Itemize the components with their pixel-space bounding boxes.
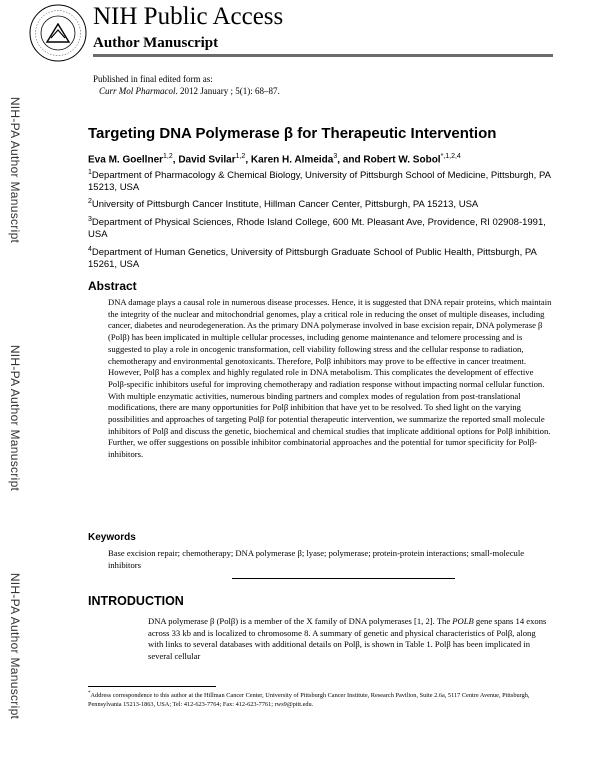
affiliation: $^3$Department of Physical Sciences, Rhode Island College, 600 Mt. Pleasant Ave, Providence, RI 02908-1991, USA bbox=[88, 216, 546, 241]
side-watermark-1: NIH-PA Author Manuscript bbox=[8, 96, 22, 244]
correspondence-footnote: *Address correspondence to this author at the Hillman Cancer Center, University of Pittsburgh Cancer Institute, Research Pavilion, Suite 2.6a, 5117 Centre Avenue, Pittsburgh, Pennsylvania 15213-1863, USA; Tel: 412-623-7764; Fax: 412-623-7761; rws9@pitt.edu. bbox=[88, 691, 530, 708]
author-affil: *,1,2,4 bbox=[440, 153, 461, 160]
gene-name: POLB bbox=[452, 616, 474, 626]
affiliation: $^1$Department of Pharmacology & Chemical Biology, University of Pittsburgh School of Medicine, Pittsburgh, PA 15213, USA bbox=[88, 169, 551, 194]
author-list: Eva M. Goellner$^{1,2}$, David Svilar$^{1,2}$, Karen H. Almeida$^3$, and Robert W. Sobol$^{*,1,2,4}$ bbox=[88, 153, 461, 166]
author-affil: 3 bbox=[333, 153, 338, 160]
journal-name: Curr Mol Pharmacol bbox=[99, 86, 176, 96]
nih-public-access-title: NIH Public Access bbox=[93, 3, 284, 30]
affiliation: $^4$Department of Human Genetics, University of Pittsburgh Graduate School of Public Health, Pittsburgh, PA 15261, USA bbox=[88, 246, 537, 271]
footnote-rule bbox=[88, 686, 216, 687]
author-name: David Svilar bbox=[178, 154, 236, 166]
publication-details: . 2012 January ; 5(1): 68–87. bbox=[175, 86, 280, 96]
keywords-heading: Keywords bbox=[88, 532, 136, 543]
section-divider bbox=[232, 578, 455, 579]
introduction-heading: INTRODUCTION bbox=[88, 594, 184, 608]
side-watermark-3: NIH-PA Author Manuscript bbox=[8, 572, 22, 720]
abstract-text: DNA damage plays a causal role in numerous disease processes. Hence, it is suggested that DNA repair proteins, which maintain the integrity of the nuclear and mitochondrial genomes, play a critical role in reducing the onset of multiple diseases, including cancer, diabetes and neurodegeneration. As the primary DNA polymerase involved in base excision repair, DNA polymerase β (Polβ) has been implicated in multiple cellular processes, including genome maintenance and telomere processing and is suggested to play a role in oncogenic transformation, cell viability following stress and the cellular response to radiation, chemotherapy and environmental genotoxicants. Therefore, Polβ inhibitors may prove to be effective in cancer treatment. However, Polβ has a complex and highly regulated role in DNA metabolism. This complicates the development of effective Polβ-specific inhibitors useful for improving chemotherapy and radiation response without impacting normal cellular function. With multiple enzymatic activities, numerous binding partners and complex modes of regulation from post-translational modifications, there are many opportunities for Polβ inhibition that have yet to be resolved. To shed light on the varying possibilities and approaches of targeting Polβ for potential therapeutic intervention, we summarize the reported small molecule inhibitors of Polβ and discuss the genetic, biochemical and chemical studies that implicate additional options for Polβ inhibition. Further, we offer suggestions on possible inhibitor combinatorial approaches and the potential for tumor specificity for Polβ-inhibitors. bbox=[108, 297, 552, 460]
published-label: Published in final edited form as: bbox=[93, 74, 213, 84]
keywords-text: Base excision repair; chemotherapy; DNA polymerase β; lyase; polymerase; protein-protein interactions; small-molecule inhibitors bbox=[108, 548, 525, 570]
nih-logo bbox=[28, 2, 88, 64]
author-name: Karen H. Almeida bbox=[250, 154, 334, 166]
introduction-text: DNA polymerase β (Polβ) is a member of the X family of DNA polymerases [1, 2]. The POLB gene spans 14 exons across 33 kb and is localized to chromosome 8. A summary of genetic and physical characteristics of Polβ, along with links to several databases with additional details on Polβ, is shown in Table 1. Polβ has been implicated in several cellular bbox=[148, 616, 547, 662]
side-watermark-2: NIH-PA Author Manuscript bbox=[8, 344, 22, 492]
author-name: Robert W. Sobol bbox=[363, 154, 441, 166]
author-affil: 1,2 bbox=[235, 153, 246, 160]
author-manuscript-label: Author Manuscript bbox=[93, 35, 219, 51]
article-title: Targeting DNA Polymerase β for Therapeutic Intervention bbox=[88, 125, 497, 142]
header-citation: Curr Mol Pharmacol. Author manuscript; available in PMC 2014 January 17. bbox=[93, 58, 440, 70]
affiliation: $^2$University of Pittsburgh Cancer Institute, Hillman Cancer Center, Pittsburgh, PA 15213, USA bbox=[88, 198, 479, 211]
author-affil: 1,2 bbox=[163, 153, 173, 160]
author-name: Eva M. Goellner bbox=[88, 154, 164, 166]
abstract-heading: Abstract bbox=[88, 279, 137, 293]
publication-citation bbox=[99, 86, 280, 97]
